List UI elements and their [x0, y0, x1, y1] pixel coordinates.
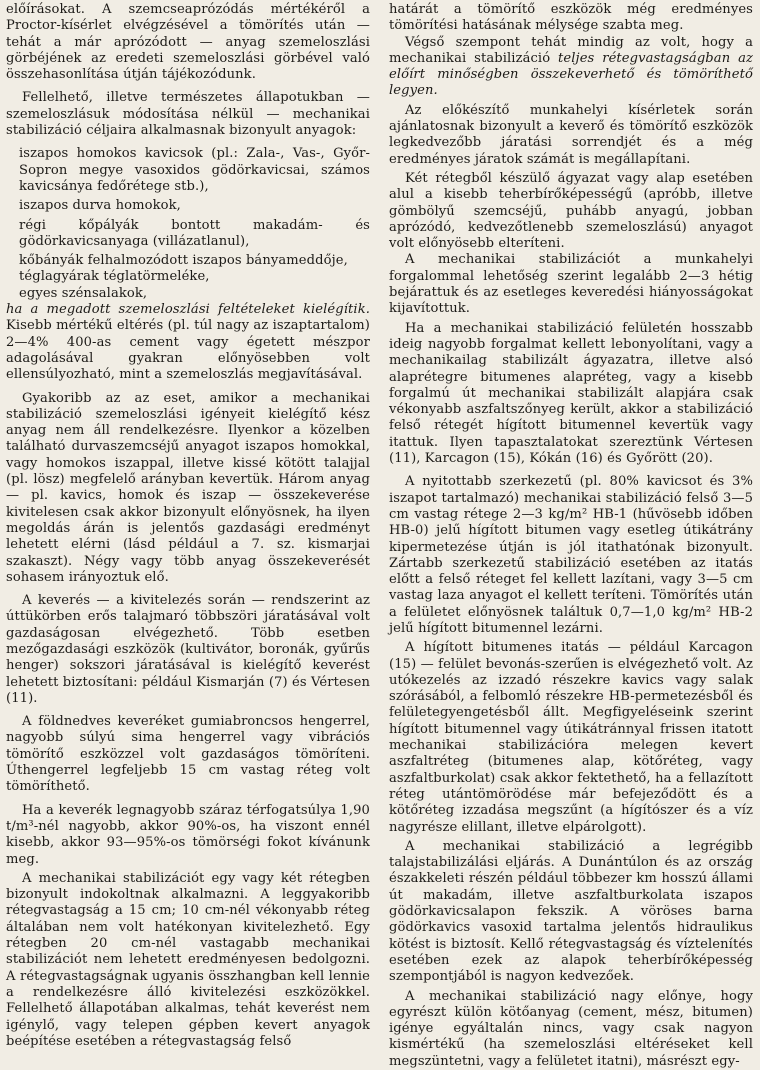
left-column-paragraph	[6, 286, 370, 302]
paragraph-text: A mechanikai stabilizációt egy vagy két rétegben bizonyult indokoltnak alkalmazni. A leggyakoribb rétegvastagság a 15 cm; 10 cm-nél vékonyabb réteg általában nem volt hatékonyan kivitelezhető. Egy rétegben 20 cm-nél vastagabb mechanikai stabilizációt nem lehetett eredményesen bedolgozni. A rétegvastagságnak ugyanis összhangban kell lennie a rendelkezésre álló kivitelezési eszközökkel. Fellelhető állapotában alkalmas, tehát keverést nem igénylő, vagy telepen gépben kevert anyagok beépítése esetében a rétegvastagság felső	[6, 870, 370, 1049]
paragraph-text: téglagyárak téglatörmeléke,	[19, 269, 210, 285]
paragraph-text: kőbányák felhalmozódott iszapos bányameddője,	[19, 253, 348, 269]
right-column-paragraph	[389, 474, 753, 637]
right-column-paragraph	[389, 640, 753, 836]
left-column-paragraph	[6, 871, 370, 1050]
paragraph-text: Végső szempont tehát mindig az volt, hogy a mechanikai stabilizáció	[389, 34, 753, 66]
paragraph-text: iszapos durva homokok,	[19, 198, 181, 214]
left-column-paragraph	[6, 803, 370, 868]
right-column-paragraph	[389, 839, 753, 986]
paragraph-text: A mechanikai stabilizáció a legrégibb talajstabilizálási eljárás. A Dunántúlon és az ország északkeleti részén például többezer km hosszú állami út makadám, illetve aszfaltburkolata iszapos gödörkavicsalapon fekszik. A vöröses barna gödörkavics vasoxid tartalma jelentős hidraulikus kötést is biztosít. Kellő rétegvastagság és víztelenítés esetében ezek az alapok teherbírőképesség szempontjából is nagyon kedvezőek.	[389, 838, 753, 985]
paragraph-text: egyes szénsalakok,	[19, 285, 148, 301]
paragraph-text: Kisebb mértékű eltérés (pl. túl nagy az iszaptartalom) 2—4% 400-as cement vagy égetett mészpor adagolásával gyakran előnyösebben volt ellensúlyozható, mint a szemeloszlás megjavításával.	[6, 318, 370, 383]
paragraph-text: A mechanikai stabilizációt a munkahelyi forgalommal lehetőség szerint legalább 2—3 hétig bejárattuk és az esetleges keveredési hiányosságokat kijavítottuk.	[389, 252, 753, 317]
left-column-paragraph	[6, 391, 370, 587]
paragraph-text: Két rétegből készülő ágyazat vagy alap esetében alul a kisebb teherbírőképességű (apróbb, illetve gömbölyű szemcséjű, puhább anyagú, jobban aprózódó, kedvezőtlenebb szemeloszlású) anyagot volt előnyösebb elteríteni.	[389, 170, 753, 252]
paragraph-text: Ha a mechanikai stabilizáció felületén hosszabb ideig nagyobb forgalmat kellett lebonyolítani, vagy a mechanikailag stabilizált ágyazatra, illetve alsó alaprétegre bitumenes alapréteg, vagy a kisebb forgalmú út mechanikai stabilizált alapjára csak vékonyabb aszfaltszőnyeg került, akkor a stabilizáció felső rétegét hígított bitumennel kevertük vagy itattuk. Ilyen tapasztalatokat szereztünk Vértesen (11), Karcagon (15), Kókán (16) és Győrött (20).	[389, 320, 753, 467]
paragraph-text: A keverés — a kivitelezés során — rendszerint az úttükörben erős talajmaró többszöri járatásával volt gazdaságosan elvégezhető. Több esetben mezőgazdasági eszközök (kultivátor, boronák, gyűrűs henger) sokszori járatásával is kielégítő keverést lehetett biztosítani: például Kismarján (7) és Vértesen (11).	[6, 593, 370, 706]
paragraph-text: határát a tömörítő eszközök még eredményes tömörítési hatásának mélysége szabta meg.	[389, 2, 753, 34]
paragraph-text: régi kőpályák bontott makadám- és gödörkavicsanyaga (villázatlanul),	[19, 217, 370, 249]
paragraph-text: A nyitottabb szerkezetű (pl. 80% kavicsot és 3% iszapot tartalmazó) mechanikai stabilizáció felső 3—5 cm vastag rétege 2—3 kg/m² HB-1 (hűvösebb időben HB-0) jelű hígított bitumen vagy esetleg útikátrány kipermetezése útján is jól itathatónak bizonyult. Zártabb szerkezetű stabilizáció esetében az itatás előtt a felső réteget fel kellett lazítani, vagy 3—5 cm vastag laza anyagot el kellett teríteni. Tömörítés után a felületet előnyösnek találtuk 0,7—1,0 kg/m² HB-2 jelű hígított bitumennel lezárni.	[389, 474, 753, 636]
emphasized-text: ha a megadott szemeloszlási feltételeket kielégítik.	[6, 302, 370, 318]
right-column-paragraph	[389, 252, 753, 317]
paragraph-text: Ha a keverék legnagyobb száraz térfogatsúlya 1,90 t/m³-nél nagyobb, akkor 90%-os, ha viszont ennél kisebb, akkor 93—95%-os tömörségi fokot kívánunk meg.	[6, 802, 370, 867]
paragraph-text: előírásokat. A szemcseaprózódás mértékéről a Proctor-kísérlet elvégzésével a tömörítés után — tehát a már aprózódott — anyag szemeloszlási görbéjének az eredeti szemeloszlási görbével való összehasonlítása útján tájékozódunk.	[6, 2, 370, 83]
left-column-paragraph	[6, 593, 370, 707]
paragraph-text: A földnedves keveréket gumiabroncsos hengerrel, nagyobb súlyú sima hengerrel vagy vibrációs tömörítő eszközzel volt gazdaságos tömöríteni. Úthengerrel legfeljebb 15 cm vastag réteg volt tömöríthető.	[6, 714, 370, 795]
right-column-paragraph	[389, 103, 753, 168]
left-column-paragraph	[6, 218, 370, 251]
left-column-paragraph	[6, 269, 370, 285]
right-column-paragraph	[389, 35, 753, 100]
left-text-column	[6, 2, 370, 1054]
paragraph-text: Az előkészítő munkahelyi kísérletek során ajánlatosnak bizonyult a keverő és tömörítő eszközök legkedvezőbb járatási sorrendjét és a még eredményes járatok számát is megállapítani.	[389, 102, 753, 167]
paragraph-text: A mechanikai stabilizáció nagy előnye, hogy egyrészt külön kötőanyag (cement, mész, bitumen) igénye egyáltalán nincs, vagy csak nagyon kismértékű (ha szemeloszlási eltéréseket kell megszüntetni, vagy a felületet itatni), másrészt egy-	[389, 988, 753, 1069]
left-column-paragraph	[6, 253, 370, 269]
paragraph-text: Gyakoribb az az eset, amikor a mechanikai stabilizáció szemeloszlási igényeit kielégítő kész anyag nem áll rendelkezésre. Ilyenkor a közelben található durvaszemcséjű anyagot iszapos homokkal, vagy homokos iszappal, illetve kissé kötött talajjal (pl. lösz) megfelelő arányban kevertük. Három anyag — pl. kavics, homok és iszap — összekeverése kivitelesen csak akkor bizonyult előnyösnek, ha ilyen megoldás árán is jelentős gazdasági eredményt lehetett elérni (lásd például a 7. sz. kismarjai szakaszt). Négy vagy több anyag összekeverését sohasem irányoztuk elő.	[6, 390, 370, 585]
left-column-paragraph	[6, 90, 370, 139]
left-column-paragraph	[6, 2, 370, 83]
right-column-paragraph	[389, 321, 753, 468]
left-column-paragraph	[6, 714, 370, 795]
right-column-paragraph	[389, 989, 753, 1070]
paragraph-text: iszapos homokos kavicsok (pl.: Zala-, Vas-, Győr-Sopron megye vasoxidos gödörkavicsai, számos kavicsánya fedőrétege stb.),	[19, 146, 370, 194]
right-column-paragraph	[389, 171, 753, 252]
emphasized-text: teljes rétegvastagságban az előírt minőségben összekeverhető és tömöríthető legyen.	[389, 50, 753, 99]
right-column-paragraph	[389, 2, 753, 35]
paragraph-text: A hígított bitumenes itatás — például Karcagon (15) — felület bevonás-szerűen is elvégezhető volt. Az utókezelés az izzadó részekre kavics vagy salak szórásából, a felbomló részekre HB-permetezésből és felületegyengetésből állt. Megfigyeléseink szerint hígított bitumennel vagy útikátránnyal frissen itatott mechanikai stabilizációra melegen kevert aszfaltréteg (bitumenes alap, kötőréteg, vagy aszfaltburkolat) csak akkor fektethető, ha a fellazított réteg utántömörödése már befejeződött és a kötőréteg izzadása megszűnt (a hígítószer és a víz nagyrésze elillant, illetve elpárolgott).	[389, 640, 753, 835]
left-column-paragraph	[6, 146, 370, 195]
left-column-paragraph	[6, 198, 370, 214]
left-column-paragraph	[6, 302, 370, 383]
paragraph-text: Fellelhető, illetve természetes állapotukban — szemeloszlásuk módosítása nélkül — mechanikai stabilizáció céljaira alkalmasnak bizonyult anyagok:	[6, 90, 370, 139]
right-text-column	[389, 2, 753, 1069]
